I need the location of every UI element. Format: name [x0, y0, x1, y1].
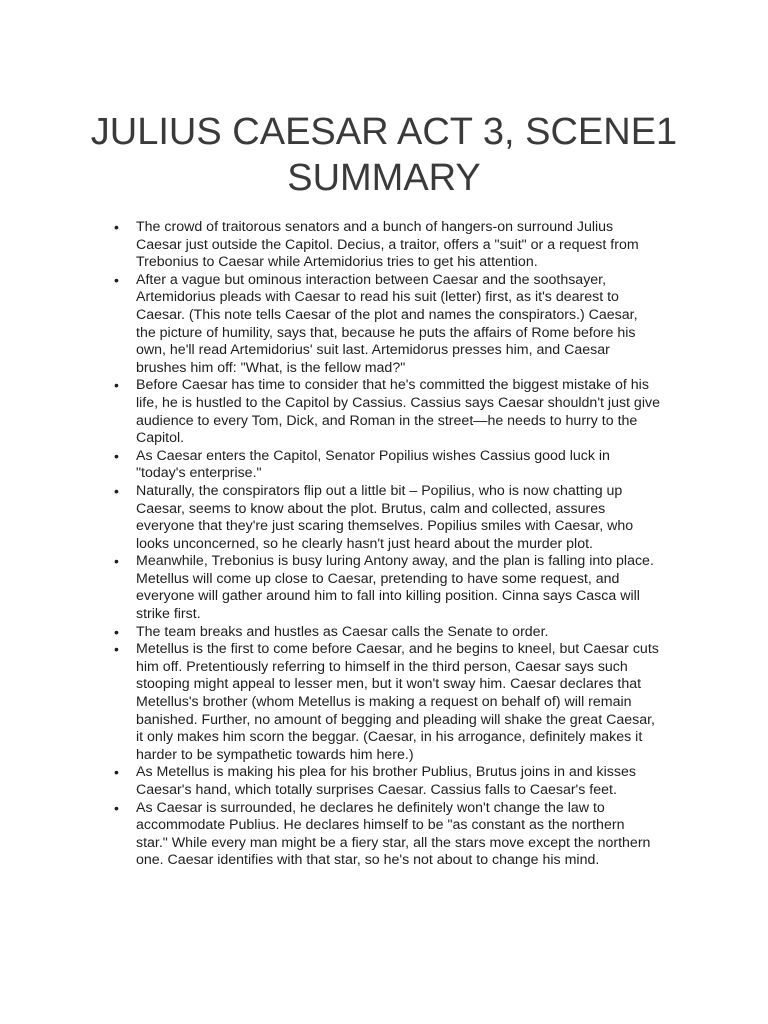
list-item-text: As Metellus is making his plea for his brother Publius, Brutus joins in and kisses Caesar's hand, which totally surprises Caesar. Cassius falls to Caesar's feet.: [136, 764, 636, 798]
list-item: [100, 377, 660, 447]
bullet-icon: •: [114, 623, 119, 640]
list-item-text: Meanwhile, Trebonius is busy luring Antony away, and the plan is falling into place. Metellus will come up close to Caesar, pretending to have some request, and everyone will gather around him to fall into killing position. Cinna says Casca will strike first.: [136, 553, 654, 623]
list-item: [100, 764, 660, 799]
list-item: [100, 219, 660, 272]
bullet-icon: •: [114, 447, 119, 464]
list-item: [100, 624, 660, 642]
list-item-text: As Caesar enters the Capitol, Senator Popilius wishes Cassius good luck in "today's enterprise.": [136, 447, 610, 482]
list-item: [100, 272, 660, 378]
list-item-text: Metellus is the first to come before Caesar, and he begins to kneel, but Caesar cuts him off. Pretentiously referring to himself in the third person, Caesar says such stooping might appeal to lesser men, but it won't sway him. Caesar declares that Metellus's brother (whom Metellus is making a request on behalf of) will remain banished. Further, no amount of begging and pleading will shake the great Caesar, it only makes him scorn the beggar. (Caesar, in his arrogance, definitely makes it harder to be sympathetic towards him here.): [136, 641, 659, 763]
list-item: [100, 800, 660, 870]
bullet-icon: •: [114, 641, 119, 658]
list-item-text: Before Caesar has time to consider that he's committed the biggest mistake of his life, he is hustled to the Capitol by Cassius. Cassius says Caesar shouldn't just give audience to every Tom, Dick, and Roman in the street—he needs to hurry to the Capitol.: [136, 377, 660, 447]
bullet-icon: •: [114, 377, 119, 394]
title-line-1: JULIUS CAESAR ACT 3, SCENE1: [90, 111, 678, 153]
list-item: [100, 641, 660, 764]
list-item-text: The team breaks and hustles as Caesar calls the Senate to order.: [136, 623, 549, 640]
bullet-icon: •: [114, 764, 119, 781]
list-item-text: Naturally, the conspirators flip out a little bit – Popilius, who is now chatting up Caesar, seems to know about the plot. Brutus, calm and collected, assures everyone that they're just scaring themselves. Popilius smiles with Caesar, who looks unconcerned, so he clearly hasn't just heard about the murder plot.: [136, 482, 634, 552]
title-line-2: SUMMARY: [287, 157, 481, 199]
list-item: [100, 483, 660, 553]
bullet-icon: •: [114, 482, 119, 499]
list-item-text: After a vague but ominous interaction between Caesar and the soothsayer, Artemidorius pleads with Caesar to read his suit (letter) first, as it's dearest to Caesar. (This note tells Caesar of the plot and names the conspirators.) Caesar, the picture of humility, says that, because he puts the affairs of Rome before his own, he'll read Artemidorius' suit last. Artemidorus presses him, and Caesar brushes him off: "What, is the fellow mad?": [136, 271, 638, 376]
page-title: [40, 109, 728, 201]
bullet-icon: •: [114, 271, 119, 288]
list-item: [100, 553, 660, 623]
list-item: [100, 448, 660, 483]
bullet-icon: •: [114, 799, 119, 816]
summary-bullet-list: [100, 219, 660, 870]
bullet-icon: •: [114, 219, 119, 235]
list-item-text: The crowd of traitorous senators and a bunch of hangers-on surround Julius Caesar just outside the Capitol. Decius, a traitor, offers a "suit" or a request from Trebonius to Caesar while Artemidorius tries to get his attention.: [136, 219, 639, 271]
bullet-icon: •: [114, 553, 119, 570]
list-item-text: As Caesar is surrounded, he declares he definitely won't change the law to accommodate Publius. He declares himself to be "as constant as the northern star." While every man might be a fiery star, all the stars move except the northern one. Caesar identifies with that star, so he's not about to change his mind.: [136, 799, 651, 869]
